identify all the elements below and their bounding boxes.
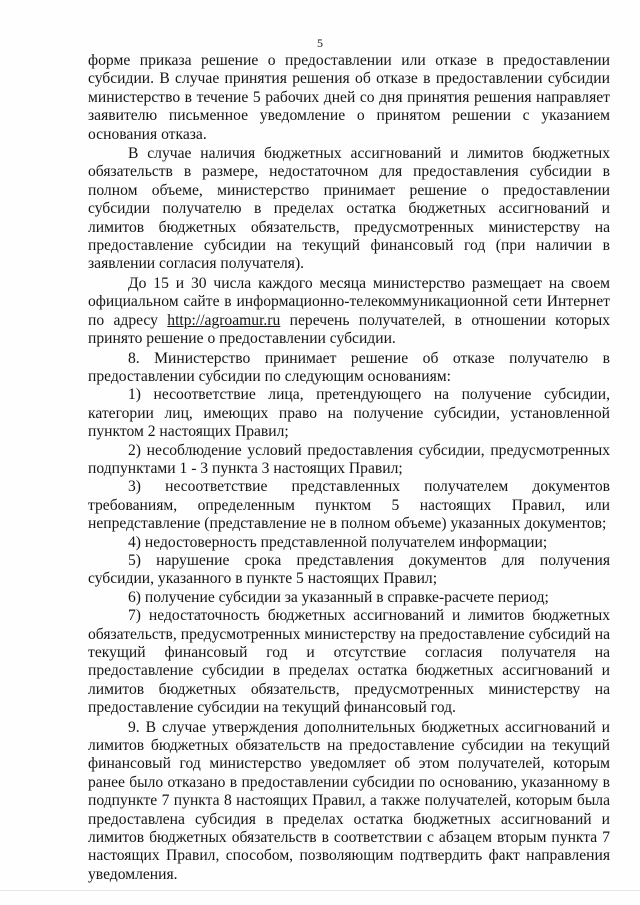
- list-item-ground-2: 2) несоблюдение условий предоставления субсидии, предусмотренных подпунктами 1 - 3 пункта 3 настоящих Правил;: [88, 441, 610, 477]
- list-item-ground-4: 4) недостоверность представленной получателем информации;: [128, 533, 548, 551]
- list-item-ground-3: 3) несоответствие представленных получателем документов требованиям, определенным пунктом 5 настоящих Правил, или непредставление (представление не в полном объеме) указанных документов;: [88, 478, 610, 533]
- publication-text-after: перечень получателей, в отношении которых принято решение о предоставлении субсидии.: [88, 311, 611, 348]
- list-item-ground-5: 5) нарушение срока представления документов для получения субсидии, указанного в пункте 5 настоящих Правил;: [88, 551, 610, 588]
- paragraph-refusal-grounds: 8. Министерство принимает решение об отказе получателю в предоставлении субсидии по следующим основаниям:: [88, 349, 610, 385]
- list-item-ground-7: 7) недостаточность бюджетных ассигнований и лимитов бюджетных обязательств, предусмотренных министерству на предоставление субсидий на текущий финансовый год и отсутствие согласия получателя на предоставление субсидии в пределах остатка бюджетных ассигнований и лимитов бюджетных обязательств, предусмотренных министерству на предоставление субсидии на текущий финансовый год.: [88, 607, 610, 717]
- page-number: 5: [317, 36, 323, 50]
- scan-edge-line: [0, 890, 640, 891]
- paragraph-additional-allocations: 9. В случае утверждения дополнительных бюджетных ассигнований и лимитов бюджетных обязательств на предоставление субсидии на текущий финансовый год министерство уведомляет об этом получателей, которым ранее было отказано в предоставлении субсидии по основанию, указанному в подпункте 7 пункта 8 настоящих Правил, а также получателей, которым была предоставлена субсидия в пределах остатка бюджетных ассигнований и лимитов бюджетных обязательств в соответствии с абзацем вторым пункта 7 настоящих Правил, способом, позволяющим подтвердить факт направления уведомления.: [88, 718, 610, 883]
- paragraph-publication: [88, 275, 610, 349]
- publication-text-before: До 15 и 30 числа каждого месяца министерство размещает на своем официальном сайте в информационно-телекоммуникационной сети Интернет по адресу: [88, 274, 610, 329]
- document-body: [88, 52, 610, 884]
- paragraph-decision-form: форме приказа решение о предоставлении или отказе в предоставлении субсидии. В случае принятия решения об отказе в предоставлении субсидии министерство в течение 5 рабочих дней со дня принятия решения направляет заявителю письменное уведомление о принятом решении с указанием основания отказа.: [88, 52, 610, 143]
- list-item-ground-1: 1) несоответствие лица, претендующего на получение субсидии, категории лиц, имеющих право на получение субсидии, установленной пунктом 2 настоящих Правил;: [88, 386, 610, 441]
- paragraph-insufficient-funds: В случае наличия бюджетных ассигнований и лимитов бюджетных обязательств в размере, недостаточном для предоставления субсидии в полном объеме, министерство принимает решение о предоставлении субсидии получателю в пределах остатка бюджетных ассигнований и лимитов бюджетных обязательств, предусмотренных министерству на предоставление субсидии на текущий финансовый год (при наличии в заявлении согласия получателя).: [88, 145, 610, 273]
- agroamur-link[interactable]: http://agroamur.ru: [167, 311, 281, 329]
- list-item-ground-6: 6) получение субсидии за указанный в справке-расчете период;: [128, 588, 549, 606]
